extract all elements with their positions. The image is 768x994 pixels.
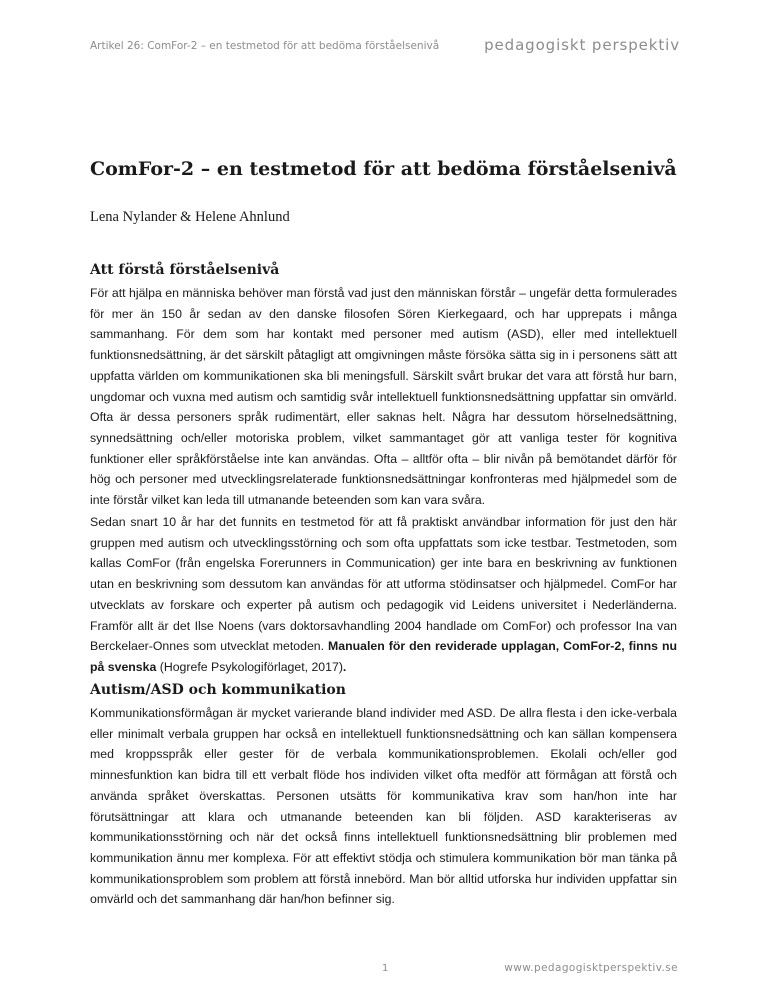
section-1-paragraph-2	[90, 512, 677, 678]
section-1-paragraph-1: För att hjälpa en människa behöver man förstå vad just den människan förstår – ungefär detta formulerades för mer än 150 år sedan av den danske filosofen Sören Kierkegaard, och har upprepats i många sammanhang. För dem som har kontakt med personer med autism (ASD), eller med intellektuell funktionsnedsättning, är det särskilt påtagligt att omgivningen måste försöka sätta sig in i personens sätt att uppfatta världen om kommunikationen ska bli meningsfull. Särskilt svårt brukar det vara att förstå hur barn, ungdomar och vuxna med autism och samtidig svår intellektuell funktionsnedsättning uppfattar sin omvärld. Ofta är dessa personers språk rudimentärt, eller saknas helt. Några har dessutom hörselnedsättning, synnedsättning och/eller motoriska problem, vilket sammantaget gör att vanliga tester för kognitiva funktioner eller språkförståelse inte kan användas. Ofta – alltför ofta – blir nivån på bemötandet därför för hög och personer med utvecklingsrelaterade funktionsnedsättningar konfronteras med hjälpmedel som de inte förstår vilket kan leda till utmanande beteenden som kan vara svåra.	[90, 286, 677, 508]
brand-wordmark: pedagogiskt perspektiv	[484, 36, 680, 54]
paragraph-text: Sedan snart 10 år har det funnits en testmetod för att få praktiskt användbar information för just den här gruppen med autism och utvecklingsstörning och som ofta uppfattats som icke testbar. Testmetoden, som kallas ComFor (från engelska Forerunners in Communication) ger inte bara en beskrivning av funktionen utan en beskrivning som dessutom kan användas för att utforma stödinsatser och hjälpmedel. ComFor har utvecklats av forskare och experter på autism och pedagogik vid Leidens universitet i Nederländerna. Framför allt är det Ilse Noens (vars doktorsavhandling 2004 handlade om ComFor) och professor Ina van Berckelaer-Onnes som utvecklat metoden.	[90, 515, 677, 654]
paragraph-end-period: .	[342, 659, 347, 674]
paragraph-citation: (Hogrefe Psykologiförlaget, 2017)	[156, 659, 343, 674]
article-running-header: Artikel 26: ComFor-2 – en testmetod för att bedöma förståelsenivå	[90, 40, 440, 52]
manual-emphasis: Manualen för den reviderade upplagan, ComFor-2, finns nu på svenska	[90, 639, 677, 674]
article-title: ComFor-2 – en testmetod för att bedöma förståelsenivå	[90, 158, 677, 180]
article-authors: Lena Nylander & Helene Ahnlund	[90, 209, 290, 225]
page-number: 1	[382, 963, 389, 974]
section-heading-autism-asd: Autism/ASD och kommunikation	[90, 682, 346, 698]
footer-website: www.pedagogisktperspektiv.se	[504, 962, 678, 974]
section-heading-att-forsta: Att förstå förståelsenivå	[90, 262, 280, 278]
section-2-paragraph-1: Kommunikationsförmågan är mycket varierande bland individer med ASD. De allra flesta i den icke-verbala eller minimalt verbala gruppen har också en intellektuell funktionsnedsättning och kan sällan kompensera med kroppsspråk eller gester för de verbala kommunikationsproblemen. Ekolali och/eller god minnesfunktion kan bidra till ett verbalt flöde hos individen vilket ofta medför att förmågan att förstå och använda språket överskattas. Personen utsätts för kommunikativa krav som han/hon inte har förutsättningar att klara och utmanande beteenden kan bli följden. ASD karakteriseras av kommunikationsstörning och när det också finns intellektuell funktionsnedsättning blir problemen med kommunikation ännu mer komplexa. För att effektivt stödja och stimulera kommunikation bör man tänka på kommunikationsproblem som problem att förstå innebörd. Man bör alltid utforska hur individen uppfattar sin omvärld och det sammanhang där han/hon befinner sig.	[90, 706, 677, 907]
